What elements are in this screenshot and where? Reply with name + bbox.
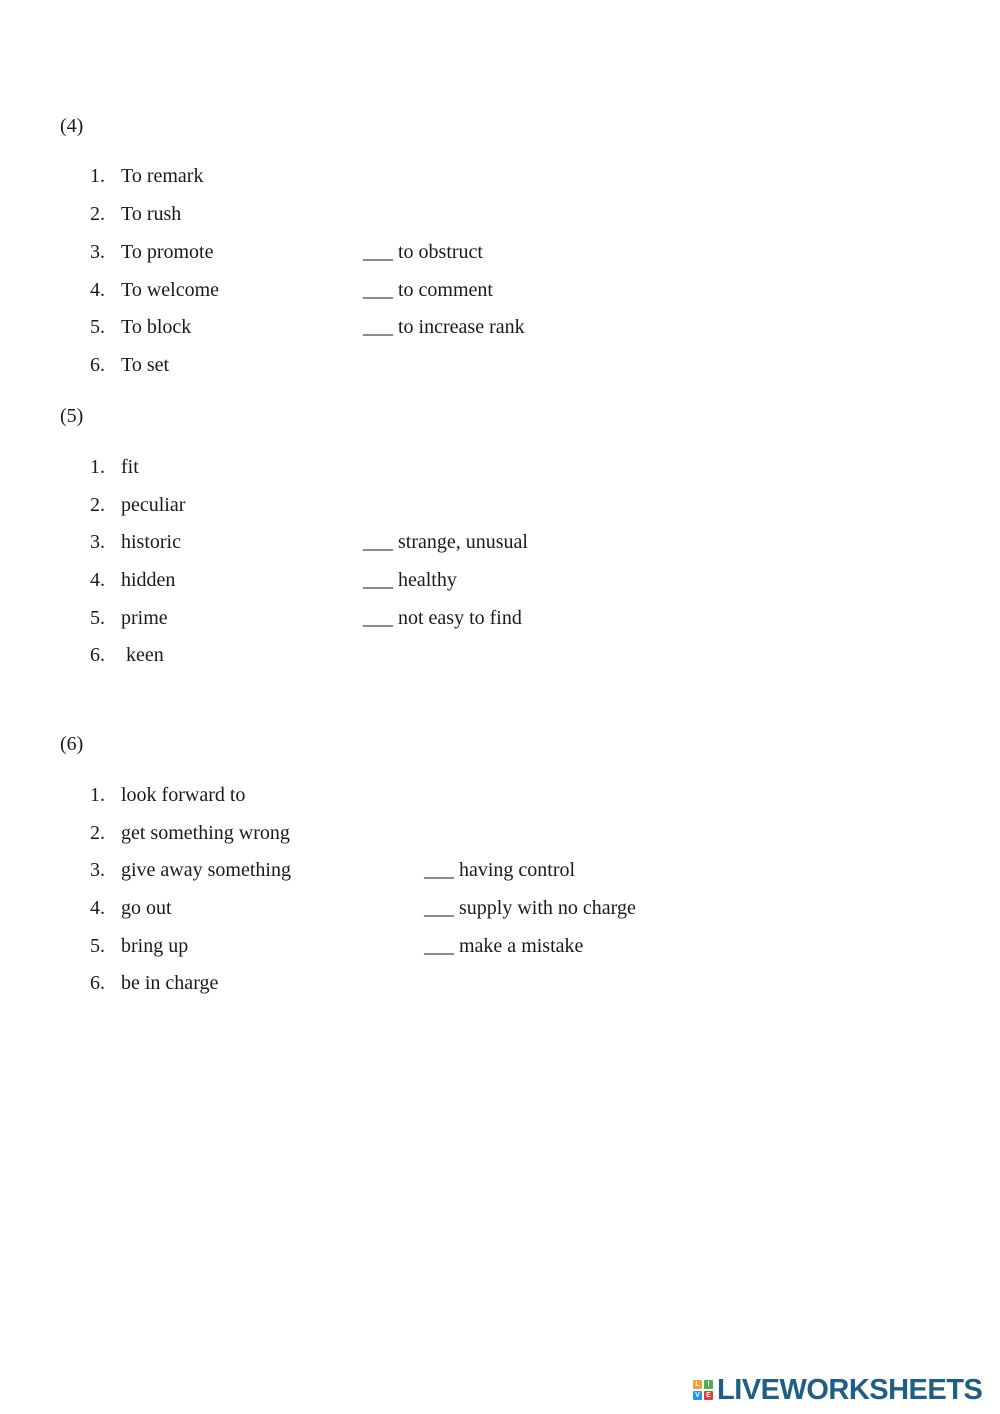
answer-blank[interactable]: ___	[363, 279, 393, 301]
logo-mark-tile: I	[704, 1380, 713, 1389]
section-label: (6)	[60, 733, 84, 755]
answer-blank[interactable]: ___	[424, 859, 454, 881]
list-item: give away something	[121, 859, 291, 881]
list-item: peculiar	[121, 494, 186, 516]
definition-text: strange, unusual	[398, 531, 528, 553]
section-label: (4)	[60, 115, 84, 137]
definition-text: make a mistake	[459, 935, 584, 957]
item-number: 4.	[90, 279, 105, 301]
item-number: 6.	[90, 644, 105, 666]
item-number: 2.	[90, 494, 105, 516]
item-number: 1.	[90, 784, 105, 806]
definition-row	[424, 896, 636, 920]
list-item: To remark	[121, 165, 204, 187]
list-item: To block	[121, 316, 192, 338]
item-number: 6.	[90, 354, 105, 376]
definition-text: healthy	[398, 569, 457, 591]
item-number: 4.	[90, 569, 105, 591]
list-item: hidden	[121, 569, 176, 591]
definition-text: supply with no charge	[459, 897, 636, 919]
list-item: To welcome	[121, 279, 220, 301]
logo-text: LIVEWORKSHEETS	[717, 1373, 983, 1406]
list-item: be in charge	[121, 972, 219, 994]
item-number: 2.	[90, 822, 105, 844]
logo-mark-tile: E	[704, 1391, 713, 1400]
list-item: go out	[121, 897, 172, 919]
definition-text: having control	[459, 859, 576, 881]
item-number: 5.	[90, 316, 105, 338]
item-number: 3.	[90, 859, 105, 881]
definition-row	[363, 315, 525, 339]
definition-row	[424, 934, 583, 958]
list-item: historic	[121, 531, 181, 553]
item-number: 3.	[90, 531, 105, 553]
definition-row	[363, 530, 528, 554]
answer-blank[interactable]: ___	[363, 241, 393, 263]
answer-blank[interactable]: ___	[363, 316, 393, 338]
definition-text: to obstruct	[398, 241, 483, 263]
list-item: To rush	[121, 203, 182, 225]
logo-mark-icon	[693, 1380, 713, 1400]
answer-blank[interactable]: ___	[424, 935, 454, 957]
list-item: keen	[121, 644, 164, 666]
liveworksheets-logo	[693, 1373, 983, 1406]
section-label: (5)	[60, 405, 84, 427]
definition-row	[424, 858, 575, 882]
item-number: 2.	[90, 203, 105, 225]
answer-blank[interactable]: ___	[363, 569, 393, 591]
definition-text: not easy to find	[398, 607, 522, 629]
item-number: 1.	[90, 165, 105, 187]
answer-blank[interactable]: ___	[424, 897, 454, 919]
list-item: To promote	[121, 241, 214, 263]
list-item: prime	[121, 607, 168, 629]
item-number: 6.	[90, 972, 105, 994]
list-item: look forward to	[121, 784, 246, 806]
list-item: fit	[121, 456, 139, 478]
item-number: 5.	[90, 935, 105, 957]
answer-blank[interactable]: ___	[363, 607, 393, 629]
logo-mark-tile: L	[693, 1380, 702, 1389]
list-item: get something wrong	[121, 822, 290, 844]
list-item: To set	[121, 354, 170, 376]
definition-row	[363, 568, 457, 592]
answer-blank[interactable]: ___	[363, 531, 393, 553]
item-number: 5.	[90, 607, 105, 629]
item-number: 4.	[90, 897, 105, 919]
definition-row	[363, 606, 522, 630]
item-number: 1.	[90, 456, 105, 478]
item-number: 3.	[90, 241, 105, 263]
definition-row	[363, 240, 483, 264]
logo-mark-tile: V	[693, 1391, 702, 1400]
list-item: bring up	[121, 935, 189, 957]
definition-text: to increase rank	[398, 316, 525, 338]
definition-text: to comment	[398, 279, 493, 301]
definition-row	[363, 278, 493, 302]
